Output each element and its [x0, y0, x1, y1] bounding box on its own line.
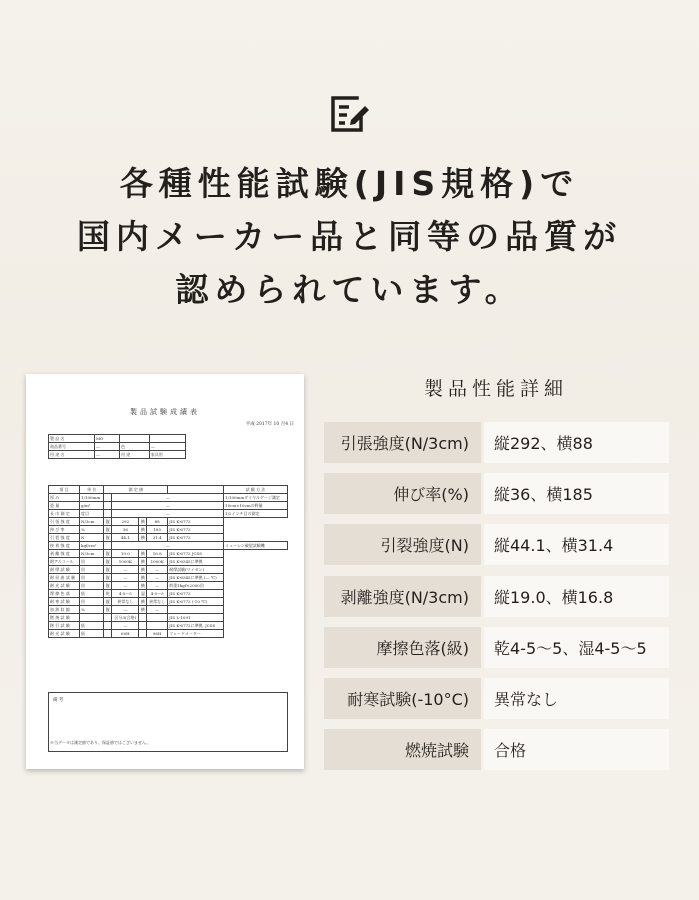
certificate-cell: 横 [140, 582, 145, 588]
certificate-cell: 耐 摩 試 験 [49, 566, 80, 574]
spec-label: 摩擦色落(級) [324, 627, 481, 668]
certificate-cell: 用 途 [120, 451, 150, 459]
spec-label: 引張強度(N/3cm) [324, 422, 481, 463]
certificate-cell: 回 [80, 598, 104, 606]
certificate-cell: 引 裂 強 度 [49, 534, 80, 542]
certificate-cell: フェードメーター [168, 630, 224, 638]
certificate-cell: N/3cm [80, 518, 104, 526]
certificate-cell: g/m² [80, 502, 104, 510]
certificate-cell: — [112, 574, 139, 582]
certificate-cell: — [112, 566, 139, 574]
spec-value: 合格 [484, 729, 669, 770]
certificate-cell: — [147, 582, 168, 590]
certificate-cell [147, 622, 168, 630]
certificate-info-row [49, 451, 186, 459]
certificate-cell: 1/100mmダイヤルゲージ測定 [224, 494, 288, 502]
certificate-cell [104, 502, 112, 510]
certificate-row [49, 502, 288, 510]
certificate-row [49, 526, 288, 534]
spec-title: 製品性能詳細 [423, 378, 568, 400]
certificate-cell: 用 途 名 [49, 451, 95, 459]
certificate-cell: N/3cm [80, 550, 104, 558]
spec-value: 縦292、横88 [484, 422, 669, 463]
certificate-cell: 横 [140, 550, 145, 556]
certificate-cell: 色 [120, 443, 150, 451]
certificate-cell: JIS K-6772 [168, 518, 224, 526]
certificate-cell: 19.0 [112, 550, 139, 558]
spec-row [324, 678, 669, 719]
certificate-cell: 36 [112, 526, 139, 534]
certificate-cell: — [147, 606, 168, 614]
certificate-cell: 耐 屈 曲 試 験 [49, 574, 80, 582]
certificate-cell: 縦 [105, 574, 110, 580]
certificate-cell: 縦 [105, 606, 110, 612]
certificate-cell: 縦 [105, 518, 110, 524]
certificate-cell: 4-5～5 [112, 590, 139, 598]
certificate-row [49, 558, 288, 566]
certificate-date: 平成 2017年 10 月4 日 [245, 422, 294, 427]
certificate-cell: 4-5～5 [147, 590, 168, 598]
certificate-cell: 異常なし [112, 598, 139, 606]
certificate-cell: 湿 [140, 590, 145, 596]
certificate-row [49, 542, 288, 550]
certificate-cell [104, 510, 112, 518]
certificate-cell: 回 [80, 558, 104, 566]
certificate-cell: 製 品 名 [49, 435, 95, 443]
certificate-cell: — [112, 542, 224, 550]
certificate-cell: JIS L-1091 [168, 614, 224, 622]
spec-row [324, 473, 669, 514]
spec-row [324, 524, 669, 565]
certificate-cell [149, 435, 185, 443]
certificate-row [49, 630, 288, 638]
certificate-cell: % [80, 606, 104, 614]
spec-value: 縦19.0、横16.8 [484, 576, 669, 617]
certificate-header-cell: 試 験 方 法 [224, 486, 288, 494]
certificate-cell: 縦 [105, 598, 110, 604]
certificate-cell: 級 [80, 622, 104, 630]
certificate-cell: 耐 光 試 験 [49, 630, 80, 638]
certificate-cell: 44.1 [112, 534, 139, 542]
certificate-cell: 横 [140, 558, 145, 564]
certificate-info-row [49, 435, 186, 443]
certificate-row [49, 614, 288, 622]
certificate-cell: 88 [147, 518, 168, 526]
certificate-row [49, 534, 288, 542]
certificate-cell: JIS K-6772に準拠, JCSS [168, 622, 224, 630]
certificate-cell: 耐アルコール [49, 558, 80, 566]
certificate-cell: 区分3(合格) [112, 614, 139, 622]
certificate-header-cell [168, 486, 224, 494]
certificate-cell: 1000K [112, 558, 139, 566]
test-certificate-document [26, 374, 304, 769]
certificate-cell: % [80, 526, 104, 534]
certificate-row [49, 510, 288, 518]
certificate-cell [139, 614, 147, 622]
certificate-cell: 加 熱 収 縮 [49, 606, 80, 614]
certificate-cell: 185 [147, 526, 168, 534]
certificate-cell: 縦 [105, 550, 110, 556]
certificate-row [49, 566, 288, 574]
certificate-cell: JIS K-6772 (-10 ℃) [168, 598, 224, 606]
certificate-cell: — [149, 443, 185, 451]
certificate-cell: 耐 光 試 験 [49, 582, 80, 590]
certificate-cell: 31.4 [147, 534, 168, 542]
certificate-row [49, 622, 288, 630]
certificate-row [49, 590, 288, 598]
certificate-cell: 横 [140, 566, 145, 572]
certificate-cell: 摩 擦 色 落 [49, 590, 80, 598]
certificate-header-cell: 項 目 [49, 486, 80, 494]
certificate-cell: 家具用 [149, 451, 185, 459]
certificate-cell [104, 542, 112, 550]
certificate-cell: 耐 寒 試 験 [49, 598, 80, 606]
spec-value: 縦36、横185 [484, 473, 669, 514]
certificate-row [49, 598, 288, 606]
certificate-cell [120, 435, 150, 443]
certificate-cell: 乾 [105, 590, 110, 596]
certificate-cell: kgf/cm² [80, 542, 104, 550]
certificate-cell: — [94, 451, 119, 459]
certificate-row [49, 494, 288, 502]
certificate-cell: 剥 離 強 度 [49, 550, 80, 558]
certificate-cell: JIS K-6772 [168, 590, 224, 598]
spec-label: 剥離強度(N/3cm) [324, 576, 481, 617]
headline-line-1: 各種性能試験(JIS規格)で [119, 164, 580, 203]
certificate-cell: 縦 [105, 558, 110, 564]
certificate-results-table [48, 485, 288, 638]
certificate-cell: 移 行 試 験 [49, 622, 80, 630]
certificate-cell: 厚 み [49, 494, 80, 502]
spec-label: 伸び率(%) [324, 473, 481, 514]
spec-row [324, 627, 669, 668]
certificate-row [49, 550, 288, 558]
headline-line-3: 認められています。 [175, 270, 524, 309]
certificate-cell: — [147, 566, 168, 574]
headline-line-2: 国内メーカー品と同等の品質が [76, 217, 623, 256]
certificate-info-table [48, 434, 186, 459]
certificate-cell: 重 量 [49, 502, 80, 510]
remarks-label: 備 考 [53, 698, 64, 703]
certificate-cell: 商品番号 [49, 443, 95, 451]
certificate-cell: 横 [140, 518, 145, 524]
certificate-header-cell: 測 定 値 [104, 486, 168, 494]
certificate-cell: 横 [140, 598, 145, 604]
spec-row [324, 729, 669, 770]
certificate-cell: — [112, 622, 139, 630]
certificate-cell: 長 巾 測 定 [49, 510, 80, 518]
certificate-cell: 縦 [105, 582, 110, 588]
certificate-cell: JIS K-6772 [168, 526, 224, 534]
certificate-cell: 1/2インチ目の測定 [224, 510, 288, 518]
certificate-cell: 接 着 強 度 [49, 542, 80, 550]
certificate-footer-note: ※当データは測定値であり、保証値ではございません。 [50, 740, 151, 745]
certificate-cell: 1000K [147, 558, 168, 566]
certificate-cell: — [147, 574, 168, 582]
certificate-cell: — [94, 443, 119, 451]
certificate-cell [168, 606, 224, 614]
certificate-cell: ミューレン破裂試験機 [224, 542, 288, 550]
certificate-cell: 級 [80, 630, 104, 638]
certificate-header-cell: 単 位 [80, 486, 104, 494]
certificate-cell [104, 614, 112, 622]
certificate-cell: 回 [80, 574, 104, 582]
certificate-cell: 10cm×10cmの秤量 [224, 502, 288, 510]
certificate-cell: 異常なし [147, 598, 168, 606]
certificate-title: 製品試験成績表 [130, 408, 200, 416]
spec-label: 引裂強度(N) [324, 524, 481, 565]
certificate-cell: 横 [140, 574, 145, 580]
certificate-cell: JIS K-6545に準拠 [168, 558, 224, 566]
spec-value: 異常なし [484, 678, 669, 719]
certificate-cell: — [112, 502, 224, 510]
certificate-cell: — [112, 494, 224, 502]
certificate-info-row [49, 443, 186, 451]
certificate-cell: 引 張 強 度 [49, 518, 80, 526]
certificate-cell: 級 [80, 590, 104, 598]
spec-row [324, 422, 669, 463]
certificate-cell: — [112, 582, 139, 590]
certificate-cell: 横 [140, 606, 145, 612]
certificate-cell: 60H [112, 630, 139, 638]
spec-label: 耐寒試験(-10°C) [324, 678, 481, 719]
certificate-header-row [49, 486, 288, 494]
certificate-cell: 回 [80, 582, 104, 590]
certificate-cell: MO [94, 435, 119, 443]
certificate-cell: 伸 び 率 [49, 526, 80, 534]
certificate-cell [139, 630, 147, 638]
certificate-cell [147, 614, 168, 622]
spec-value: 乾4-5～5、湿4-5～5 [484, 627, 669, 668]
certificate-row [49, 582, 288, 590]
certificate-cell: JIS K-6545に準拠 (— ℃) [168, 574, 224, 582]
certificate-cell: 耐摩試験(ワイゼン) [168, 566, 224, 574]
certificate-cell [80, 614, 104, 622]
certificate-cell: — [112, 606, 139, 614]
certificate-cell: N [80, 534, 104, 542]
certificate-cell: 燃 焼 試 験 [49, 614, 80, 622]
certificate-cell: 度目 [80, 510, 104, 518]
certificate-row [49, 574, 288, 582]
certificate-cell: 荷重1kgf×2000回 [168, 582, 224, 590]
certificate-cell: JIS K-6772 JCSS [168, 550, 224, 558]
certificate-cell: 292 [112, 518, 139, 526]
certificate-cell: 縦 [105, 534, 110, 540]
document-edit-icon [327, 92, 371, 136]
certificate-cell [139, 622, 147, 630]
spec-value: 縦44.1、横31.4 [484, 524, 669, 565]
certificate-cell: 16.8 [147, 550, 168, 558]
certificate-cell [104, 494, 112, 502]
certificate-cell: JIS K-6772 [168, 534, 224, 542]
certificate-cell: 96H [147, 630, 168, 638]
certificate-cell: 横 [140, 526, 145, 532]
certificate-row [49, 518, 288, 526]
certificate-cell: — [112, 510, 224, 518]
certificate-cell [104, 622, 112, 630]
certificate-cell: 縦 [105, 526, 110, 532]
spec-row [324, 576, 669, 617]
certificate-cell: 縦 [105, 566, 110, 572]
certificate-cell: 1/100mm [80, 494, 104, 502]
certificate-cell [104, 630, 112, 638]
certificate-cell: 横 [140, 534, 145, 540]
certificate-row [49, 606, 288, 614]
certificate-cell: 回 [80, 566, 104, 574]
spec-label: 燃焼試験 [324, 729, 481, 770]
